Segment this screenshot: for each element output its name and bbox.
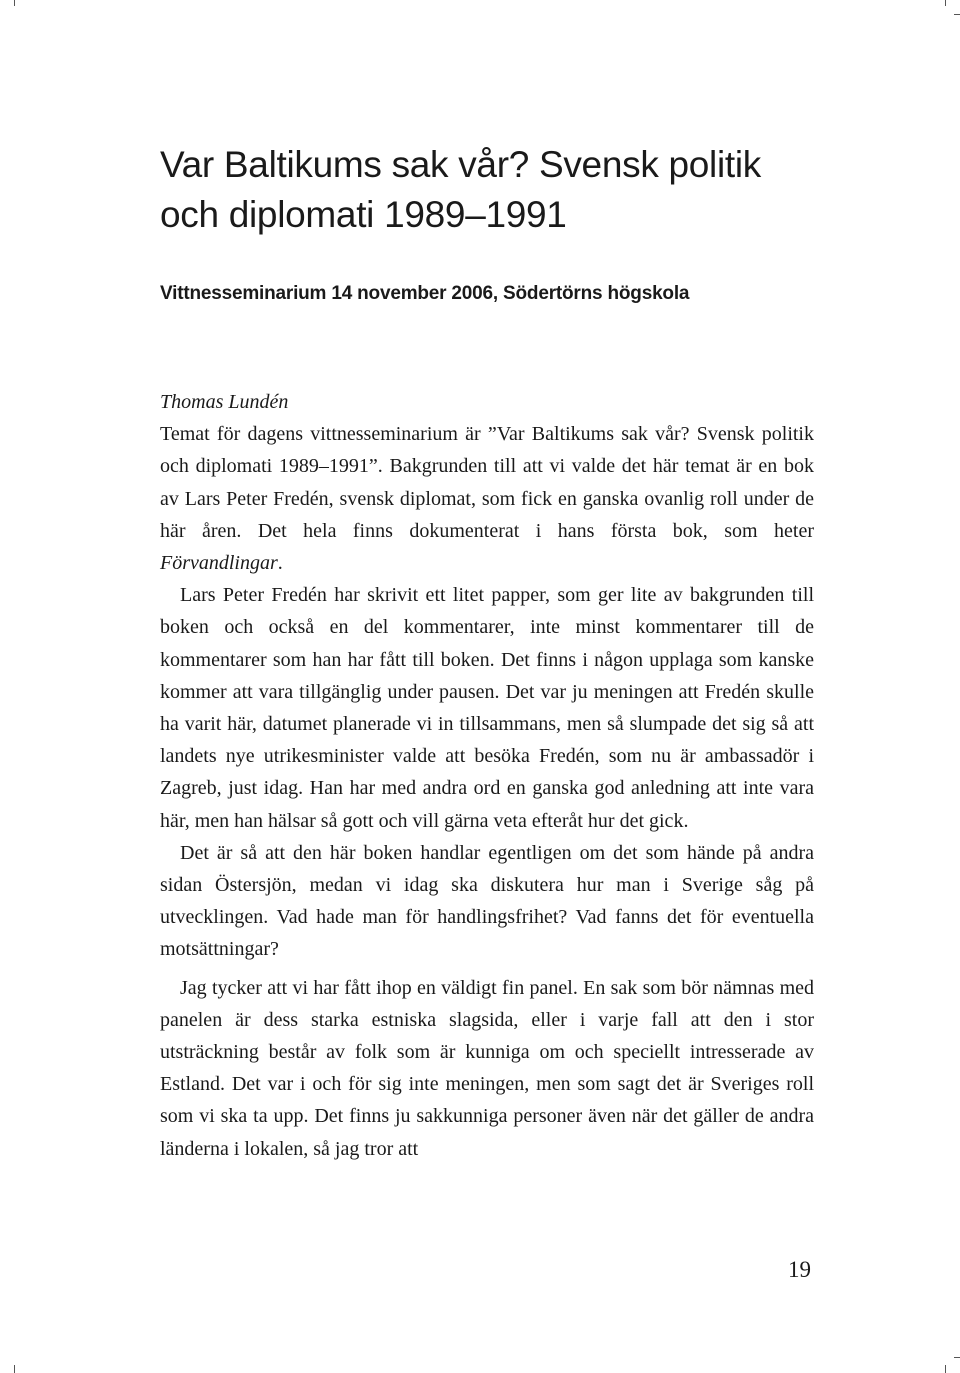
crop-mark-bottom-left [14, 1365, 15, 1373]
crop-mark-right-lower [954, 1357, 960, 1358]
page-number: 19 [788, 1257, 811, 1282]
chapter-title: Var Baltikums sak vår? Svensk politik och diplomati 1989–1991 [160, 144, 761, 235]
paragraph-2: Lars Peter Fredén har skrivit ett litet papper, som ger lite av bakgrunden till boken och också en del kommentarer, inte minst kommentarer till de kommentarer som han har fått till boken. Det finns i någon upplaga som kanske kommer att vara tillgänglig under pausen. Det var ju meningen att Fredén skulle ha varit här, datumet planerade vi in tillsammans, men så slumpade det sig så att landets nye utrikesminister valde att besöka Fredén, som nu är ambassadör i Zagreb, just idag. Han har med andra ord en ganska god anledning att inte vara här, men han hälsar så gott och vill gärna veta efteråt hur det gick. [160, 584, 814, 832]
speaker-name: Thomas Lundén [160, 391, 289, 413]
crop-mark-bottom-right [945, 1365, 946, 1373]
paragraph-1-end: . [277, 552, 283, 575]
transcript-body [160, 386, 814, 1165]
paragraph-1-text: Temat för dagens vittnesseminarium är ”Var Baltikums sak vår? Svensk politik och diplomati 1989–1991”. Bakgrunden till att vi valde det här temat är en bok av Lars Peter Fredén, svensk diplomat, som fick en ganska ovanlig roll under de här åren. Det hela finns dokumenterat i hans första bok, som heter [160, 423, 814, 542]
paragraph-3: Det är så att den här boken handlar egentligen om det som hände på andra sidan Östersjön, medan vi idag ska diskutera hur man i Sverige såg på utvecklingen. Vad hade man för handlingsfrihet? Vad fanns det för eventuella motsättningar? [160, 841, 814, 961]
crop-mark-right-upper [954, 14, 960, 15]
book-title: Förvandlingar [160, 552, 278, 575]
paragraph-4: Jag tycker att vi har fått ihop en väldigt fin panel. En sak som bör nämnas med panelen är dess starka estniska slagsida, eller i varje fall att den i stor utsträckning består av folk som är kunniga om och speciellt intresserade av Estland. Det var i och för sig inte meningen, men som sagt det är Sveriges roll som vi ska ta upp. Det finns ju sakkunniga personer även när det gäller de andra länderna i lokalen, så jag tror att [160, 976, 814, 1160]
chapter-subtitle: Vittnesseminarium 14 november 2006, Södertörns högskola [160, 283, 690, 304]
crop-mark-top-left [14, 0, 15, 6]
paragraph-1 [160, 418, 814, 579]
crop-mark-top-right [945, 0, 946, 6]
